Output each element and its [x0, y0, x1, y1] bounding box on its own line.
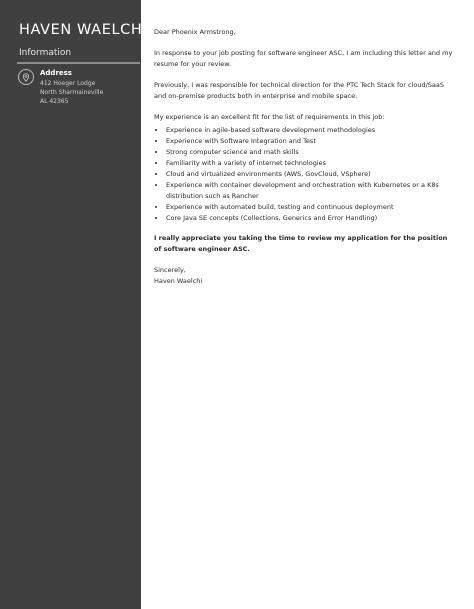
section-divider	[17, 62, 140, 64]
list-item: • Cloud and virtualized environments (AWS, GovCloud, VSphere)	[166, 169, 454, 180]
list-item: • Experience with automated build, testing and continuous deployment	[166, 202, 454, 213]
address-line-2: North Sharmaineville	[40, 89, 104, 96]
paragraph-requirements-lead: My experience is an excellent fit for the list of requirements in this job:	[154, 113, 385, 121]
signoff: Sincerely,	[154, 266, 186, 274]
paragraph-previous-role: Previously, I was responsible for technical direction for the PTC Tech Stack for cloud/SaaS and on-premise products both in enterprise and mobile space.	[154, 81, 445, 100]
sidebar	[0, 0, 148, 609]
list-item: • Core Java SE concepts (Collections, Generics and Error Handling)	[166, 213, 454, 224]
salutation: Dear Phoenix Armstrong,	[154, 28, 236, 36]
address-line-3: AL 42365	[40, 98, 69, 105]
address-line-1: 412 Hoeger Lodge	[40, 80, 96, 87]
signature-name: Haven Waelchi	[154, 277, 203, 285]
list-item: • Strong computer science and math skills	[166, 147, 454, 158]
requirements-list	[154, 125, 454, 224]
list-item: • Familiarity with a variety of internet technologies	[166, 158, 454, 169]
list-item: • Experience with Software Integration and Test	[166, 136, 454, 147]
list-item: • Experience in agile-based software development methodologies	[166, 125, 454, 136]
letter-body	[154, 27, 454, 287]
applicant-name: HAVEN WAELCHI	[19, 22, 148, 38]
list-item: • Experience with container development and orchestration with Kubernetes or a K8s distribution such as Rancher	[166, 180, 454, 202]
paragraph-intro: In response to your job posting for software engineer ASC, I am including this letter and my resume for your review.	[154, 49, 453, 68]
closing-statement: I really appreciate you taking the time to review my application for the position of software engineer ASC.	[154, 234, 448, 253]
address-label: Address	[40, 69, 72, 77]
location-pin-icon	[18, 69, 34, 85]
information-heading: Information	[19, 48, 72, 58]
